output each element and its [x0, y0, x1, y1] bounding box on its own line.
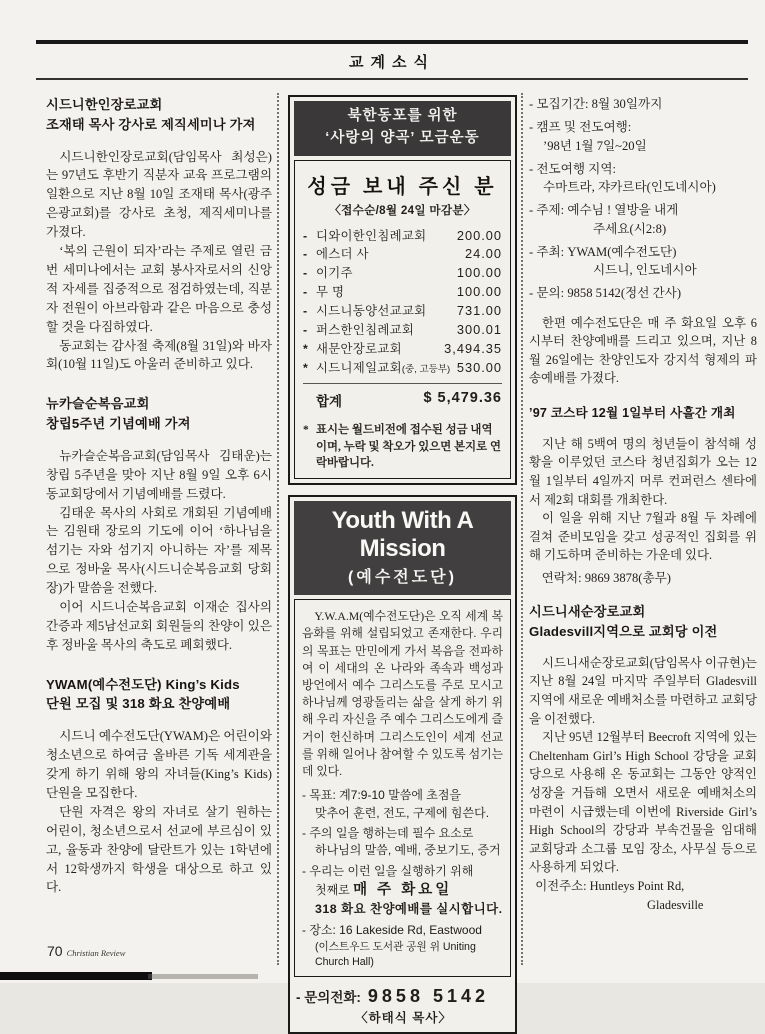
praise-service-line: 318 화요 찬양예배를 실시합니다. [315, 902, 503, 917]
donation-row [303, 227, 502, 246]
ywam-bullet-place [302, 922, 503, 970]
kosta-article-title: ’97 코스타 12월 1일부터 사흘간 개최 [529, 405, 736, 420]
row-bullet: * [303, 342, 308, 357]
info-line: - 전도여행 지역: [529, 161, 616, 176]
donation-amount: 731.00 [456, 303, 502, 319]
page-footer [47, 943, 125, 961]
donation-row [303, 283, 502, 302]
section-title: 교계소식 [349, 54, 435, 71]
column-divider-left [277, 93, 279, 965]
header-bottom-rule [36, 78, 748, 80]
donor-name: 에스더 사 [316, 247, 369, 262]
middle-column [288, 95, 517, 1026]
new-address-line1: 이전주소: Huntleys Point Rd, [535, 879, 685, 893]
ywam-bullets [302, 787, 503, 970]
article-kings-kids [46, 675, 272, 898]
magazine-name: Christian Review [66, 948, 126, 958]
donor-name: 디와이한인침례교회 [316, 228, 427, 243]
new-address-line2: Gladesville [647, 897, 704, 912]
donation-banner-line1: 북한동포를 위한 [347, 108, 458, 124]
ywam-body-panel [294, 599, 511, 977]
info-item [529, 284, 757, 302]
info-item [529, 201, 757, 238]
donation-amount: 300.01 [456, 322, 502, 338]
donation-subtitle: 성금 보내 주신 분 [307, 175, 498, 198]
donation-footnote [303, 422, 502, 471]
article-title [46, 394, 272, 434]
info-line: - 주제: 예수님 ! 열방을 내게 [529, 203, 679, 218]
donor-name: 퍼스한인침례교회 [316, 323, 415, 338]
row-bullet: - [303, 304, 308, 319]
donation-amount: 530.00 [456, 360, 502, 376]
article-title [46, 675, 272, 715]
total-amount: $ 5,479.36 [423, 390, 502, 407]
saesoon-article-title [529, 602, 757, 642]
contact-row [296, 986, 511, 1007]
donation-row [303, 321, 502, 340]
donation-amount: 24.00 [464, 246, 502, 262]
contact-label: - 문의전화: [296, 990, 361, 1006]
donation-amount: 100.00 [456, 284, 502, 300]
info-line: - 캠프 및 전도여행: [529, 120, 632, 135]
info-line: 시드니, 인도네시아 [593, 263, 697, 277]
donation-row [303, 340, 502, 359]
article-paragraph: 이어 시드니순복음교회 이재순 집사의 간증과 제5남선교회 회원들의 찬양이 있은 후 정바울 목사의 축도로 폐회했다. [46, 600, 272, 652]
article-title [46, 95, 272, 135]
kosta-contact-line: 연락처: 9869 3878(총무) [541, 571, 671, 586]
donor-name-suffix: (중, 고등부) [401, 364, 451, 376]
article-paragraph: 단원 자격은 왕의 자녀로 살기 원하는 어린이, 청소년으로서 선교에 부르심이 있고, 율동과 찬양에 달란트가 있는 1학년에서 12학생까지 학생을 대상으로 하고 있다. [46, 804, 272, 895]
donation-subtitle-note: 〈접수순/8월 24일 마감분〉 [329, 203, 476, 217]
bullet-line: - 목표: 계7:9-10 말씀에 초점을 [302, 788, 462, 803]
donation-amount: 3,494.35 [444, 341, 502, 357]
donation-row [303, 245, 502, 264]
info-item [529, 243, 757, 280]
camp-info-list [529, 95, 757, 303]
info-line: - 모집기간: 8월 30일까지 [529, 97, 663, 111]
ywam-box [288, 495, 517, 1034]
section-header [36, 40, 748, 80]
row-bullet: - [303, 323, 308, 338]
total-label: 합계 [316, 394, 343, 410]
ywam-banner-line2: (예수전도단) [348, 569, 457, 587]
bullet-line: - 우리는 이런 일을 실행하기 위해 [302, 863, 474, 878]
column-divider-right [521, 93, 523, 965]
article-paragraph: 시드니 예수전도단(YWAM)은 어린이와 청소년으로 하여금 올바른 기독 세계관을 갖게 하기 위해 왕의 자녀들(King’s Kids) 단원을 모집한다. [46, 729, 272, 800]
donation-amount: 200.00 [456, 227, 502, 243]
donation-list-panel [294, 160, 511, 479]
donation-banner [294, 101, 511, 156]
place-detail-line: (이스트우드 도서관 공원 위 Uniting Church Hall) [315, 940, 476, 969]
article-title-line2: 단원 모집 및 318 화요 찬양예배 [46, 696, 231, 712]
article-paragraph: ‘복의 근원이 되자’라는 주제로 열린 금번 세미나에서는 교회 봉사자로서의 신앙적 자세를 집중적으로 점검하였는데, 직분자 전원이 아브라함과 같은 마음으로 충성할 것을 다짐하였다. [46, 244, 272, 334]
article-title-line1: 시드니한인장로교회 [46, 97, 163, 112]
row-bullet: - [303, 247, 308, 262]
contact-person: 〈하태식 목사〉 [355, 1011, 452, 1026]
row-bullet: - [303, 285, 308, 300]
ywam-banner-line1: Youth With A Mission [331, 506, 474, 562]
ywam-banner [294, 501, 511, 595]
donation-banner-line2: ‘사랑의 양곡’ 모금운동 [325, 129, 480, 146]
contact-phone-number: 9858 5142 [367, 986, 489, 1007]
row-bullet: - [303, 228, 308, 243]
donor-name: 새문안장로교회 [316, 342, 402, 357]
ywam-bullet-practice [302, 863, 503, 919]
weekly-tuesday-emphasis: 매 주 화요일 [353, 882, 453, 899]
bullet-line: 하나님의 말씀, 예배, 중보기도, 증거 [315, 843, 501, 858]
info-line: ’98년 1월 7일~20일 [543, 138, 647, 153]
article-title-line1: 시드니새순장로교회 [529, 604, 646, 620]
ywam-bullet-goal [302, 787, 503, 822]
article-paragraph: 지난 95년 12월부터 Beecroft 지역에 있는 Cheltenham Girl’s High School 강당을 교회당으로 사용해 온 동교회는 그동안 양적인 성장을 거듭해 오면서 새로운 예배처소의 마련이 시급했는데 이번에 Riverside Girl’s High School의 강당과 부속건물을 임대해 교회당과 소그룹 모임 장소, 사무실 등으로 사용하게 되었다. [529, 730, 757, 875]
article-title-line2: Gladesvill지역으로 교회당 이전 [529, 623, 718, 639]
right-column [529, 95, 757, 977]
info-line: 수마트라, 쟈카르타(인도네시아) [543, 180, 716, 194]
article-paragraph: 동교회는 감사절 축제(8월 31일)와 바자회(10월 11일)도 아울러 준비하고 있다. [46, 338, 272, 372]
bullet-text: 첫째로 [315, 883, 354, 898]
donor-name: 이기주 [316, 266, 353, 281]
donor-name: 시드니제일교회 [316, 361, 402, 376]
donation-rows [303, 227, 502, 379]
donation-total-row [303, 383, 502, 411]
bullet-line: 맞추어 훈련, 전도, 구제에 힘쓴다. [315, 805, 490, 820]
article-title-line1: YWAM(예수전도단) King’s Kids [46, 676, 240, 692]
article-paragraph: 지난 해 5백여 명의 청년들이 참석해 성황을 이루었던 코스타 청년집회가 오는 12월 1일부터 4일까지 머루 컨퍼런스 센타에서 제2회 대회를 개최한다. [529, 436, 757, 507]
article-paragraph: 뉴카슬순복음교회(담임목사 김태운)는 창립 5주년을 맞아 지난 8월 9일 오후 6시 동교회당에서 기념예배를 드렸다. [46, 448, 272, 501]
row-bullet: * [303, 361, 308, 376]
ywam-bullet-essentials [302, 825, 503, 860]
info-item [529, 160, 757, 197]
article-seminar [46, 95, 272, 374]
info-item [529, 118, 757, 155]
donation-box [288, 95, 517, 485]
bullet-line: - 장소: 16 Lakeside Rd, Eastwood [302, 923, 482, 938]
bullet-line-emphasis [302, 880, 503, 901]
scan-artifact [0, 972, 152, 980]
donation-row [303, 359, 502, 378]
article-title-line2: 창립5주년 기념예배 가져 [46, 416, 191, 432]
ywam-contact [296, 986, 511, 1026]
info-line: - 주최: YWAM(예수전도단) [529, 244, 677, 259]
donation-amount: 100.00 [456, 265, 502, 281]
footnote-text: 표시는 월드비전에 접수된 성금 내역이며, 누락 및 착오가 있으면 본지로 연락바랍니다. [316, 424, 501, 469]
article-paragraph: 시드니한인장로교회(담임목사 최성은)는 97년도 후반기 직분자 교육 프로그램의 일환으로 지난 8월 10일 조재태 목사(광주은광교회)를 강사로 초청, 제직세미나를 가졌다. [46, 149, 272, 240]
footnote-mark: * [303, 424, 309, 437]
info-item [529, 95, 757, 113]
scan-artifact [148, 974, 258, 979]
left-column [46, 95, 272, 977]
bullet-line: - 주의 일을 행하는데 필수 요소로 [302, 826, 474, 841]
article-paragraph: 시드니새순장로교회(담임목사 이규현)는 지난 8월 24일 마지막 주일부터 Gladesvill지역에 새로운 예배처소를 마련하고 교회당을 이전했다. [529, 655, 757, 726]
ywam-news-paragraph: 한편 예수전도단은 매 주 화요일 오후 6시부터 찬양예배를 드리고 있으며, 지난 8월 26일에는 찬양인도자 강지석 형제의 파송예배를 가졌다. [529, 315, 757, 386]
article-paragraph: 이 일을 위해 지난 7월과 8월 두 차례에 걸쳐 준비모임을 갖고 성공적인 집회를 위해 기도하며 준비하는 가운데 있다. [529, 511, 757, 563]
article-paragraph: 김태운 목사의 사회로 개회된 기념예배는 김원태 장로의 기도에 이어 ‘하나님을 섬기는 자와 섬기지 아니하는 자’를 제목으로 정바울 목사(시드니순복음교회 당회장)가 말씀을 전했다. [46, 505, 272, 596]
info-line: 주세요(시2:8) [593, 221, 667, 236]
donor-name: 시드니동양선교교회 [316, 304, 427, 319]
donor-name: 무 명 [316, 285, 345, 300]
article-title-line1: 뉴카슬순복음교회 [46, 396, 150, 412]
donation-row [303, 302, 502, 321]
article-title-line2: 조재태 목사 강사로 제직세미나 가져 [46, 116, 256, 132]
info-line: - 문의: 9858 5142(정선 간사) [529, 286, 682, 301]
article-anniversary [46, 394, 272, 654]
page-number: 70 [47, 943, 63, 959]
donation-row [303, 264, 502, 283]
row-bullet: - [303, 266, 308, 281]
ywam-intro: Y.W.A.M(예수전도단)은 오직 세계 복음화를 위해 설립되었고 존재한다. 우리의 목표는 만민에게 가서 복음을 전파하여 이 세대의 온 나라와 족속과 백성과 방언에서 예수 그리스도를 주로 모시고 하나님께 영광돌리는 삶을 살게 하기 위해 우리 자신을 주 예수 그리스도에게 즐거이 헌신하며 그리스도인이 세계 선교를 위해 일어나 참여할 수 있도록 섬기는데 있다. [302, 609, 503, 779]
